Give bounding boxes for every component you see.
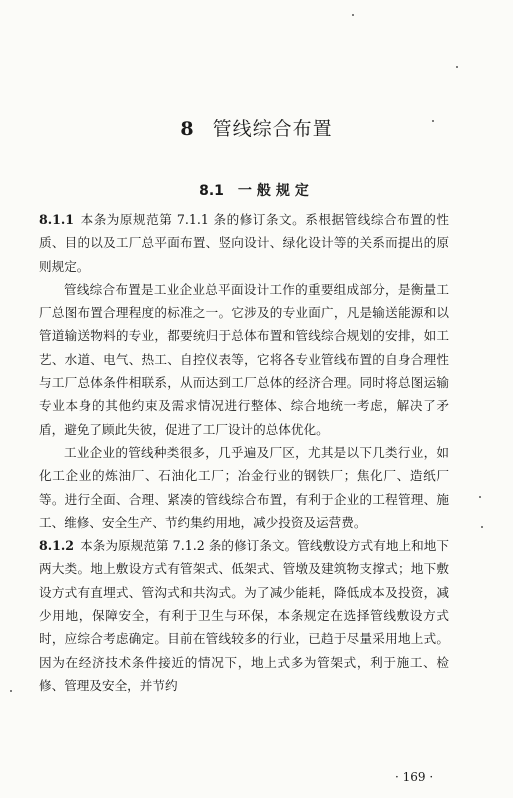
paragraph [39,208,449,278]
paragraph-text: 本条为原规范第 7.1.2 条的修订条文。管线敷设方式有地上和地下两大类。地上敷设方式有管架式、低架式、管墩及建筑物支撑式；地下敷设方式有直埋式、管沟式和共沟式。为了减少能耗，降低成本及投资，减少用地，保障安全，有利于卫生与环保，本条规定在选择管线敷设方式时，应综合考虑确定。目前在管线较多的行业，已趋于尽量采用地上式。因为在经济技术条件接近的情况下，地上式多为管架式，利于施工、检修、管理及安全，并节约 [39,538,449,693]
page-number: · 169 · [395,770,434,784]
chapter-number: 8 [180,118,195,140]
paragraph [39,441,449,534]
paragraph [39,278,449,441]
section-number: 8.1 [199,183,224,199]
chapter-title [0,114,513,141]
scan-speck [481,526,483,528]
scan-speck [10,690,12,692]
section-title [0,180,513,200]
paragraph-text: 管线综合布置是工业企业总平面设计工作的重要组成部分，是衡量工厂总图布置合理程度的标准之一。它涉及的专业面广，凡是输送能源和以管道输送物料的专业，都要统归于总体布置和管线综合规划的安排，如工艺、水道、电气、热工、自控仪表等，它将各专业管线布置的自身合理性与工厂总体条件相联系，从而达到工厂总体的经济合理。同时将总图运输专业本身的其他约束及需求情况进行整体、综合地统一考虑，解决了矛盾，避免了顾此失彼，促进了工厂设计的总体优化。 [39,281,449,437]
paragraph [39,534,449,697]
chapter-title-text: 管线综合布置 [212,118,333,140]
body-text [39,208,449,697]
paragraph-text: 工业企业的管线种类很多，几乎遍及厂区，尤其是以下几类行业，如化工企业的炼油厂、石油化工厂；冶金行业的钢铁厂；焦化厂、造纸厂等。进行全面、合理、紧凑的管线综合布置，有利于企业的工程管理、施工、维修、安全生产、节约集约用地，减少投资及运营费。 [39,444,449,530]
section-title-text: 一般规定 [237,183,314,199]
scan-speck [352,14,354,16]
clause-number: 8.1.1 [39,212,75,227]
scan-speck [479,496,481,498]
scan-speck [456,66,458,68]
clause-number: 8.1.2 [39,538,75,554]
paragraph-text: 本条为原规范第 7.1.1 条的修订条文。系根据管线综合布置的性质、目的以及工厂总平面布置、竖向设计、绿化设计等的关系而提出的原则规定。 [39,212,449,274]
